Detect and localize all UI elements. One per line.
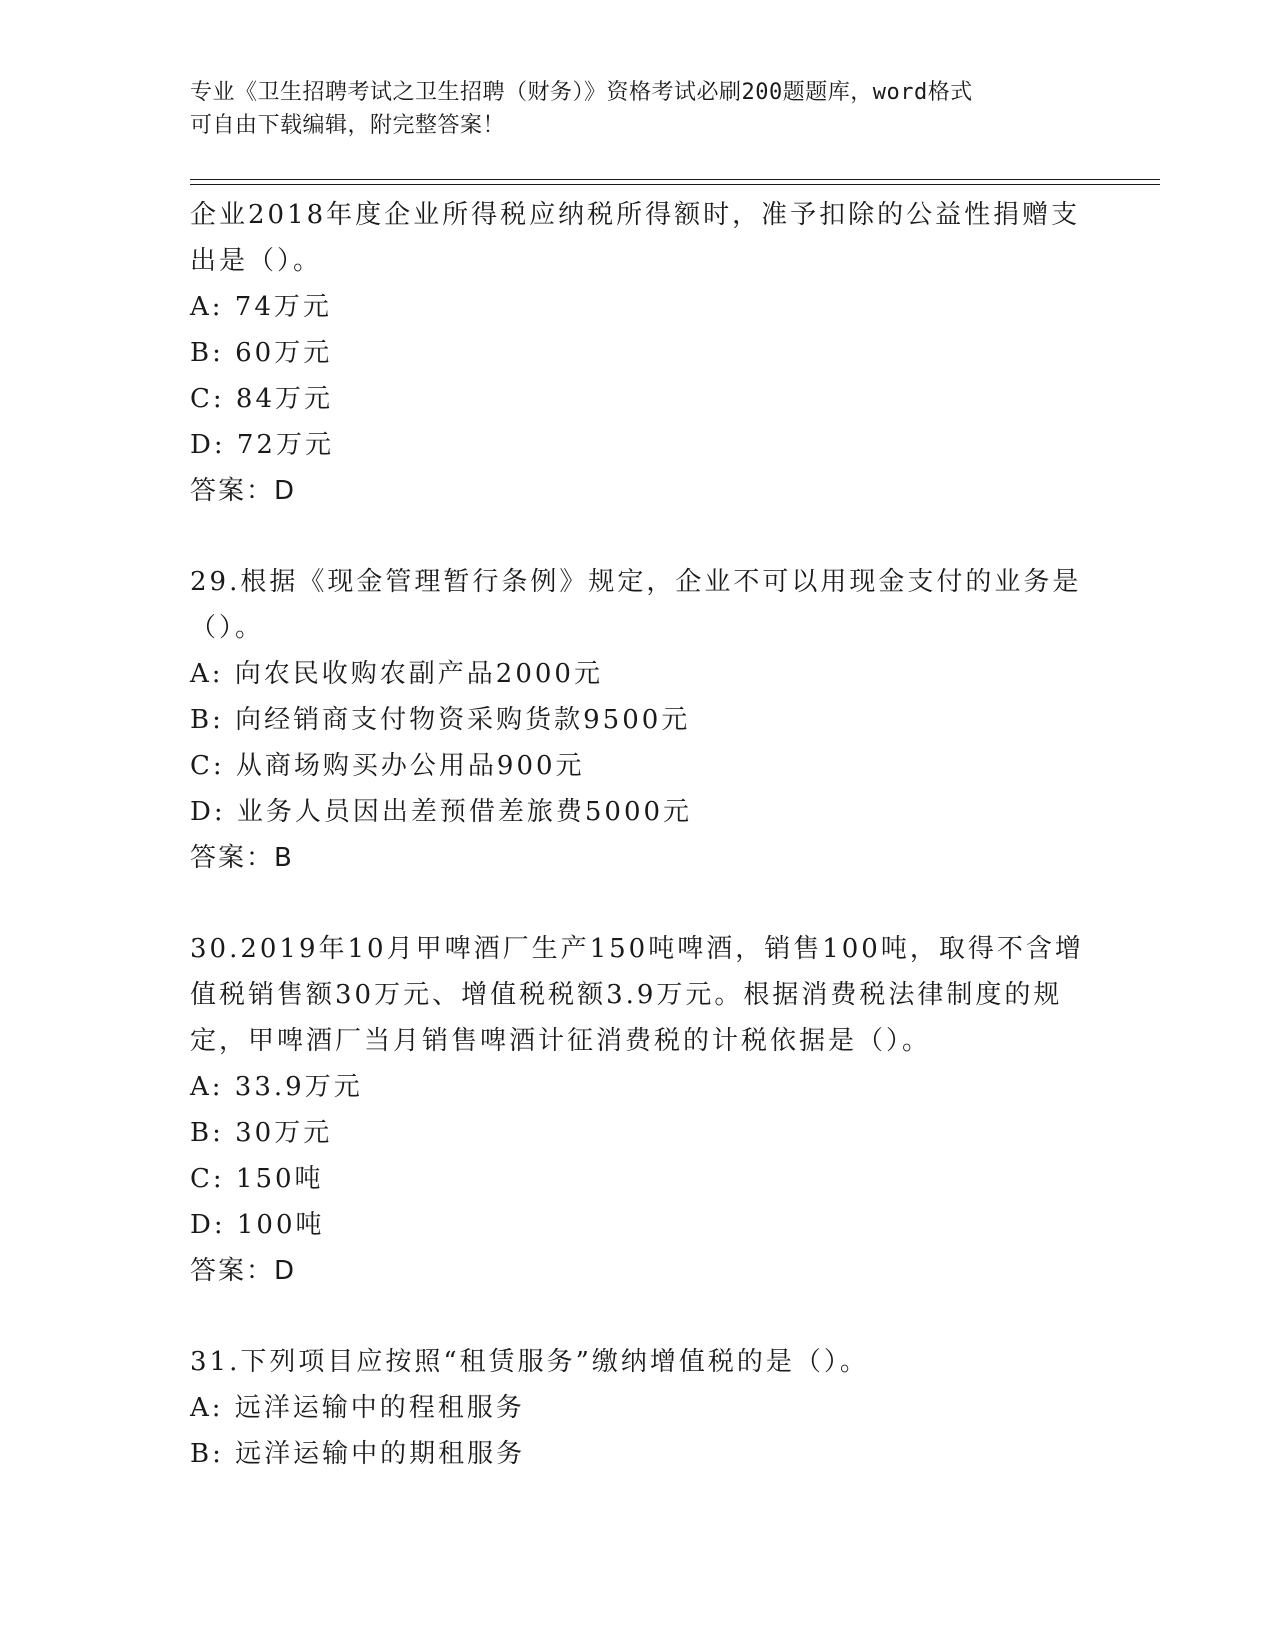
header-line-1: 专业《卫生招聘考试之卫生招聘（财务）》资格考试必刷200题题库，word格式 xyxy=(190,80,973,105)
option-a: A: 向农民收购农副产品2000元 xyxy=(190,659,603,689)
option-c: C: 150吨 xyxy=(190,1164,324,1194)
spacer xyxy=(190,514,1090,559)
header-divider-bottom xyxy=(190,184,1160,185)
question-list xyxy=(190,192,1090,1477)
question-31 xyxy=(190,1339,1090,1477)
question-30 xyxy=(190,926,1090,1294)
question-text: 企业2018年度企业所得税应纳税所得额时，准予扣除的公益性捐赠支 xyxy=(190,200,1081,230)
option-a: A: 远洋运输中的程租服务 xyxy=(190,1393,525,1423)
question-text: 值税销售额30万元、增值税税额3.9万元。根据消费税法律制度的规 xyxy=(190,980,1063,1010)
question-text: （）。 xyxy=(190,613,265,643)
question-text: 出是（）。 xyxy=(190,246,323,276)
question-text: 31.下列项目应按照“租赁服务”缴纳增值税的是（）。 xyxy=(190,1347,869,1377)
document-header xyxy=(190,76,1090,142)
spacer xyxy=(190,1294,1090,1339)
answer-label: 答案：B xyxy=(190,843,294,873)
option-a: A: 74万元 xyxy=(190,292,332,322)
option-d: D: 72万元 xyxy=(190,430,334,460)
option-a: A: 33.9万元 xyxy=(190,1072,363,1102)
option-d: D: 100吨 xyxy=(190,1210,325,1240)
question-text: 29.根据《现金管理暂行条例》规定，企业不可以用现金支付的业务是 xyxy=(190,567,1082,597)
option-c: C: 从商场购买办公用品900元 xyxy=(190,751,585,781)
header-divider-top xyxy=(190,179,1160,180)
question-text: 定，甲啤酒厂当月销售啤酒计征消费税的计税依据是（）。 xyxy=(190,1026,932,1056)
question-29 xyxy=(190,559,1090,881)
question-28 xyxy=(190,192,1090,514)
option-b: B: 向经销商支付物资采购货款9500元 xyxy=(190,705,691,735)
question-text: 30.2019年10月甲啤酒厂生产150吨啤酒，销售100吨，取得不含增 xyxy=(190,934,1084,964)
option-d: D: 业务人员因出差预借差旅费5000元 xyxy=(190,797,693,827)
answer-label: 答案：D xyxy=(190,476,297,506)
answer-label: 答案：D xyxy=(190,1256,297,1286)
option-c: C: 84万元 xyxy=(190,384,334,414)
option-b: B: 60万元 xyxy=(190,338,333,368)
option-b: B: 远洋运输中的期租服务 xyxy=(190,1439,526,1469)
option-b: B: 30万元 xyxy=(190,1118,333,1148)
header-line-2: 可自由下载编辑，附完整答案！ xyxy=(190,113,506,138)
spacer xyxy=(190,881,1090,926)
